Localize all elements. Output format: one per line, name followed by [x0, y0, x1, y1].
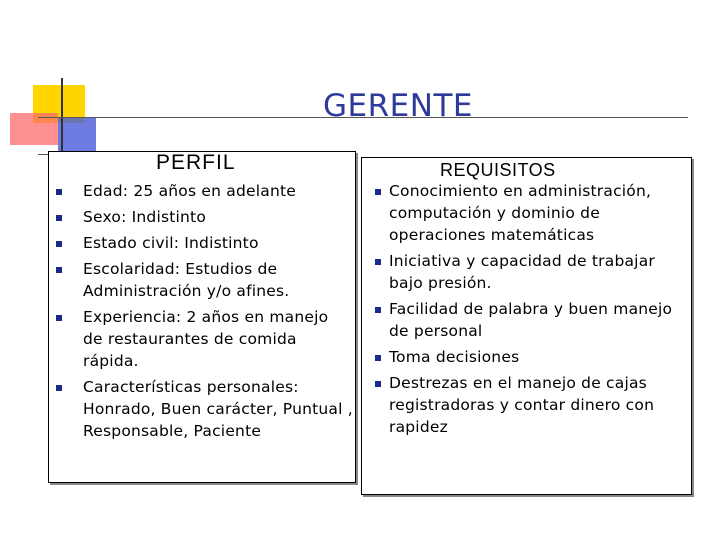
- list-item: Experiencia: 2 años en manejo de restaurantes de comida rápida.: [83, 306, 353, 372]
- square-bullet-icon: [375, 381, 381, 387]
- list-item: Iniciativa y capacidad de trabajar bajo presión.: [389, 250, 684, 294]
- list-item: Facilidad de palabra y buen manejo de personal: [389, 298, 684, 342]
- requisitos-list: [389, 180, 684, 442]
- list-item: Destrezas en el manejo de cajas registradoras y contar dinero con rapidez: [389, 372, 684, 438]
- square-bullet-icon: [56, 241, 62, 247]
- list-item: Características personales: Honrado, Buen carácter, Puntual , Responsable, Paciente: [83, 376, 353, 442]
- square-bullet-icon: [375, 355, 381, 361]
- list-item: Edad: 25 años en adelante: [83, 180, 353, 202]
- square-bullet-icon: [56, 315, 62, 321]
- list-item: Escolaridad: Estudios de Administración y/o afines.: [83, 258, 353, 302]
- square-bullet-icon: [375, 307, 381, 313]
- list-item: Sexo: Indistinto: [83, 206, 353, 228]
- list-item: Conocimiento en administración, computación y dominio de operaciones matemáticas: [389, 180, 684, 246]
- square-bullet-icon: [375, 259, 381, 265]
- perfil-heading: PERFIL: [156, 151, 236, 174]
- list-item: Estado civil: Indistinto: [83, 232, 353, 254]
- square-bullet-icon: [56, 215, 62, 221]
- slide-title: GERENTE: [323, 88, 473, 124]
- list-item: Toma decisiones: [389, 346, 684, 368]
- perfil-list: [83, 180, 353, 446]
- square-bullet-icon: [56, 189, 62, 195]
- square-bullet-icon: [56, 267, 62, 273]
- square-bullet-icon: [375, 189, 381, 195]
- requisitos-heading: REQUISITOS: [440, 160, 556, 180]
- square-bullet-icon: [56, 385, 62, 391]
